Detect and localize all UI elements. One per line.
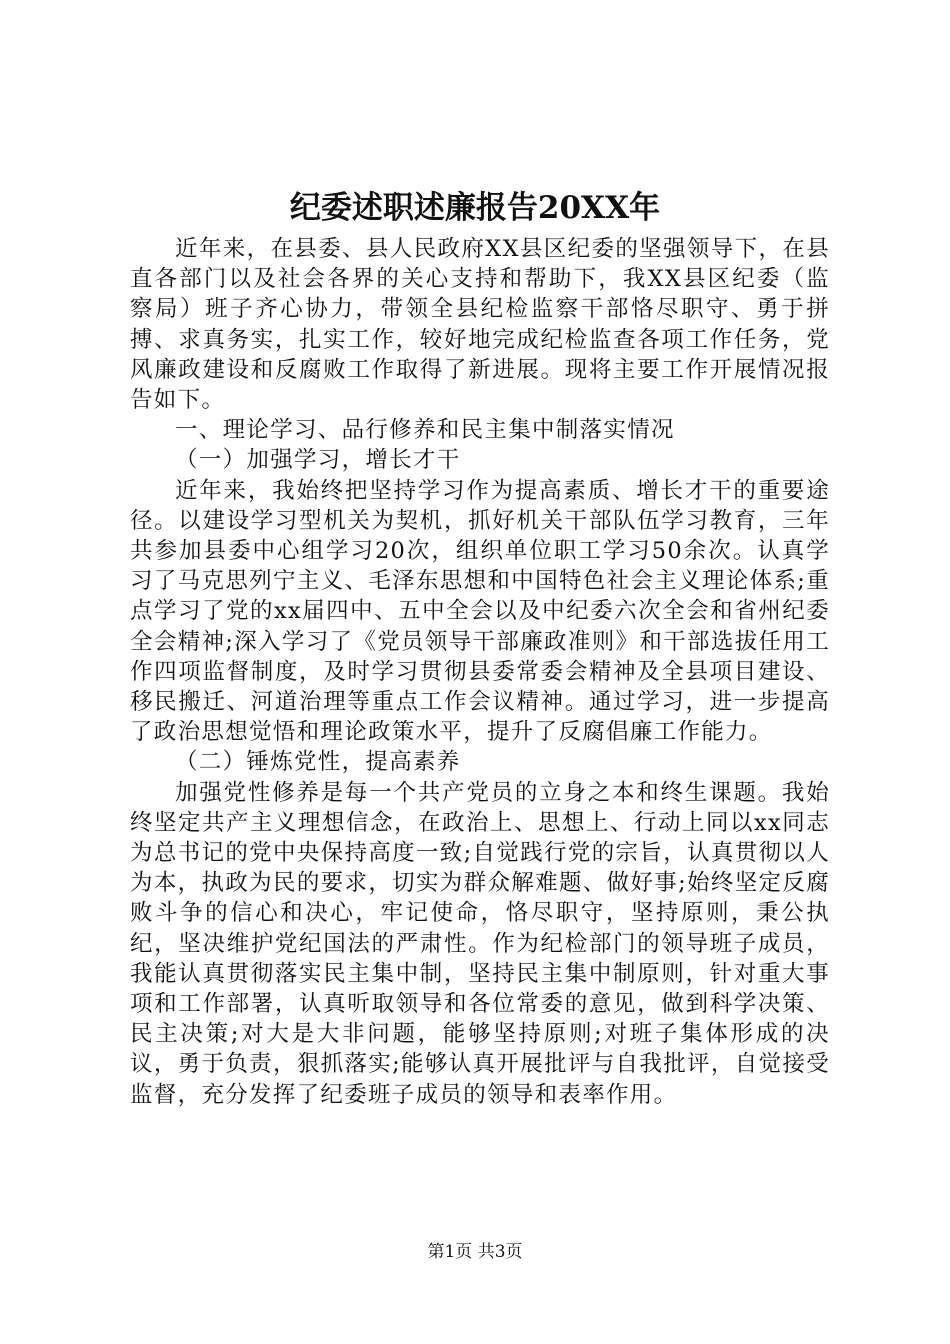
subsection-heading-1: （一）加强学习，增长才干: [175, 447, 461, 474]
subsection-heading-2: （二）锤炼党性，提高素养: [175, 749, 461, 776]
section-heading-1: 一、理论学习、品行修养和民主集中制落实情况: [175, 417, 675, 444]
page-footer: 第1页 共3页: [427, 1242, 523, 1262]
document-title: 纪委述职述廉报告20XX年: [289, 190, 661, 226]
party-spirit-paragraph: 加强党性修养是每一个共产党员的立身之本和终生课题。我始终坚定共产主义理想信念，在政治上、思想上、行动上同以xx同志为总书记的党中央保持高度一致;自觉践行党的宗旨，认真贯彻以人为本，执政为民的要求，切实为群众解难题、做好事;始终坚定反腐败斗争的信心和决心，牢记使命，恪尽职守，坚持原则，秉公执纪，坚决维护党纪国法的严肃性。作为纪检部门的领导班子成员，我能认真贯彻落实民主集中制，坚持民主集中制原则，针对重大事项和工作部署，认真听取领导和各位常委的意见，做到科学决策、民主决策;对大是大非问题，能够坚持原则;对班子集体形成的决议，勇于负责，狠抓落实;能够认真开展批评与自我批评，自觉接受监督，充分发挥了纪委班子成员的领导和表率作用。: [130, 779, 830, 1108]
document-body: [130, 234, 830, 1110]
study-paragraph: 近年来，我始终把坚持学习作为提高素质、增长才干的重要途径。以建设学习型机关为契机，抓好机关干部队伍学习教育，三年共参加县委中心组学习20次，组织单位职工学习50余次。认真学习了马克思列宁主义、毛泽东思想和中国特色社会主义理论体系;重点学习了党的xx届四中、五中全会以及中纪委六次全会和省州纪委全会精神;深入学习了《党员领导干部廉政准则》和干部选拔任用工作四项监督制度，及时学习贯彻县委常委会精神及全县项目建设、移民搬迁、河道治理等重点工作会议精神。通过学习，进一步提高了政治思想觉悟和理论政策水平，提升了反腐倡廉工作能力。: [130, 477, 830, 746]
intro-paragraph: 近年来，在县委、县人民政府XX县区纪委的坚强领导下，在县直各部门以及社会各界的关心支持和帮助下，我XX县区纪委（监察局）班子齐心协力，带领全县纪检监察干部恪尽职守、勇于拼搏、求真务实，扎实工作，较好地完成纪检监查各项工作任务，党风廉政建设和反腐败工作取得了新进展。现将主要工作开展情况报告如下。: [130, 236, 830, 414]
